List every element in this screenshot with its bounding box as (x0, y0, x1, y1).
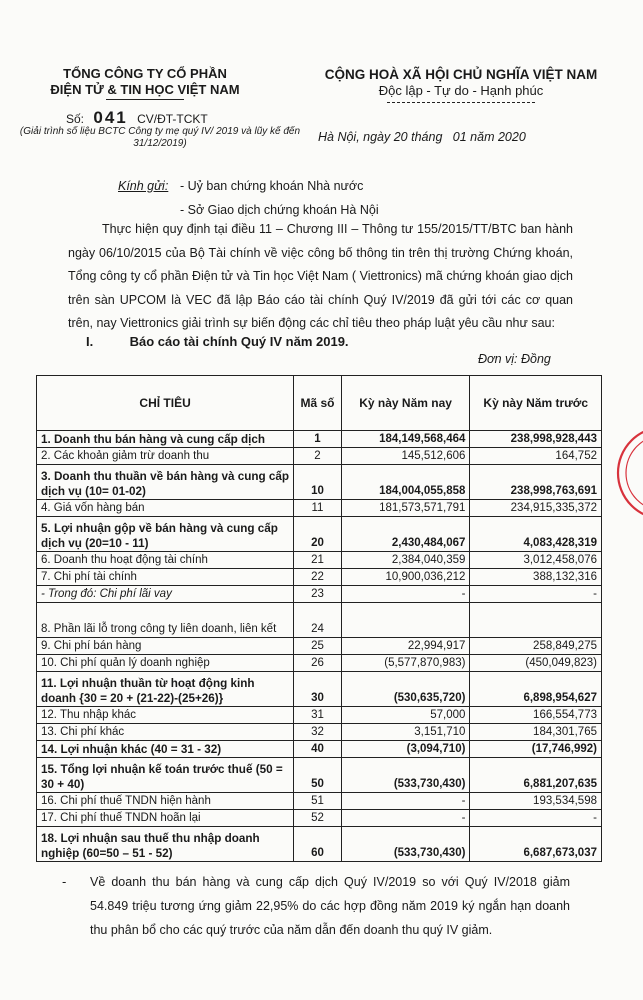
motto-underline (387, 102, 535, 103)
row-current-value: 181,573,571,791 (341, 500, 470, 517)
row-previous-value: - (470, 810, 602, 827)
table-body (37, 431, 602, 862)
row-previous-value: 234,915,335,372 (470, 500, 602, 517)
row-indicator-name: 13. Chi phí khác (37, 724, 294, 741)
row-code: 1 (294, 431, 342, 448)
row-current-value: 2,430,484,067 (341, 517, 470, 552)
section-number: I. (86, 334, 94, 349)
header-underline (106, 99, 184, 100)
table-row (37, 724, 602, 741)
row-previous-value: 258,849,275 (470, 638, 602, 655)
table-row (37, 603, 602, 638)
row-previous-value: 4,083,428,319 (470, 517, 602, 552)
row-indicator-name: 7. Chi phí tài chính (37, 569, 294, 586)
row-indicator-name: 2. Các khoản giảm trừ doanh thu (37, 448, 294, 465)
row-previous-value: 184,301,765 (470, 724, 602, 741)
intro-paragraph: Thực hiện quy định tại điều 11 – Chương III – Thông tư 155/2015/TT/BTC ban hành ngày 06/10/2015 của Bộ Tài chính về việc công bố thông tin trên thị trường Chứng khoán, Tổng công ty cổ phần Điện tử và Tin học Việt Nam ( Viettronics) mã chứng khoán giao dịch trên sàn UPCOM là VEC đã lập Báo cáo tài chính Quý IV/2019 đã gửi tới các cơ quan trên, nay Viettronics giải trình sự biến động các chỉ tiêu theo pháp luật yêu cầu như sau: (68, 222, 573, 330)
row-code: 50 (294, 758, 342, 793)
table-row (37, 465, 602, 500)
row-indicator-name: 16. Chi phí thuế TNDN hiện hành (37, 793, 294, 810)
row-code: 40 (294, 741, 342, 758)
row-code: 23 (294, 586, 342, 603)
row-current-value (341, 603, 470, 638)
row-previous-value: 6,881,207,635 (470, 758, 602, 793)
row-indicator-name: 12. Thu nhập khác (37, 707, 294, 724)
section-heading: Báo cáo tài chính Quý IV năm 2019. (129, 334, 349, 349)
row-code: 31 (294, 707, 342, 724)
company-stamp (612, 418, 643, 528)
table-row (37, 741, 602, 758)
table-row (37, 827, 602, 862)
row-indicator-name: 10. Chi phí quản lý doanh nghiệp (37, 655, 294, 672)
row-code: 24 (294, 603, 342, 638)
table-row (37, 638, 602, 655)
table-row (37, 448, 602, 465)
header-indicator: CHỈ TIÊU (37, 376, 294, 431)
national-header (296, 66, 626, 103)
document-subject-note: (Giải trình số liệu BCTC Công ty mẹ quý IV/ 2019 và lũy kế đến 31/12/2019) (19, 126, 301, 149)
doc-prefix: Số: (66, 112, 85, 126)
row-code: 10 (294, 465, 342, 500)
currency-unit: Đơn vị: Đồng (478, 352, 551, 366)
section-title (86, 334, 349, 349)
recipient-2: - Sở Giao dịch chứng khoán Hà Nội (180, 203, 379, 217)
row-indicator-name: 8. Phần lãi lỗ trong công ty liên doanh, liên kết (37, 603, 294, 638)
table-row (37, 569, 602, 586)
doc-code: CV/ĐT-TCKT (137, 112, 208, 126)
row-indicator-name: 15. Tổng lợi nhuận kế toán trước thuế (50 = 30 + 40) (37, 758, 294, 793)
table-row (37, 552, 602, 569)
row-indicator-name: 18. Lợi nhuận sau thuế thu nhập doanh nghiệp (60=50 – 51 - 52) (37, 827, 294, 862)
row-indicator-name: 5. Lợi nhuận gộp về bán hàng và cung cấp dịch vụ (20=10 - 11) (37, 517, 294, 552)
row-previous-value: 3,012,458,076 (470, 552, 602, 569)
stamp-inner-ring (626, 435, 643, 511)
explanation-paragraph: Về doanh thu bán hàng và cung cấp dịch Quý IV/2019 so với Quý IV/2018 giảm 54.849 triệu tương ứng giảm 22,95% do các hợp đồng năm 2019 ký ngắn hạn doanh thu phân bổ cho các quý trước của năm dẫn đến doanh thu quý IV giảm. (90, 875, 570, 937)
header-code: Mã số (294, 376, 342, 431)
recipients-label (118, 179, 168, 193)
row-current-value: (5,577,870,983) (341, 655, 470, 672)
table-row (37, 655, 602, 672)
row-previous-value: 193,534,598 (470, 793, 602, 810)
row-code: 21 (294, 552, 342, 569)
row-current-value: 57,000 (341, 707, 470, 724)
row-previous-value: 238,998,928,443 (470, 431, 602, 448)
row-code: 30 (294, 672, 342, 707)
row-indicator-name: 6. Doanh thu hoạt động tài chính (37, 552, 294, 569)
table-row (37, 810, 602, 827)
row-code: 11 (294, 500, 342, 517)
doc-number-value: 041 (93, 108, 128, 127)
row-current-value: (3,094,710) (341, 741, 470, 758)
row-previous-value: (17,746,992) (470, 741, 602, 758)
header-previous: Kỳ này Năm trước (470, 376, 602, 431)
table-row (37, 707, 602, 724)
row-current-value: (533,730,430) (341, 827, 470, 862)
row-current-value: 184,149,568,464 (341, 431, 470, 448)
row-indicator-name: 14. Lợi nhuận khác (40 = 31 - 32) (37, 741, 294, 758)
table-header-row (37, 376, 602, 431)
document-number (66, 108, 208, 128)
row-code: 26 (294, 655, 342, 672)
row-indicator-name: 11. Lợi nhuận thuần từ hoạt động kinh doanh {30 = 20 + (21-22)-(25+26)} (37, 672, 294, 707)
row-current-value: 184,004,055,858 (341, 465, 470, 500)
row-previous-value: 6,898,954,627 (470, 672, 602, 707)
row-previous-value: - (470, 586, 602, 603)
row-code: 22 (294, 569, 342, 586)
table-row (37, 431, 602, 448)
kinh-gui-label: Kính gửi: (118, 179, 169, 193)
row-previous-value: 388,132,316 (470, 569, 602, 586)
row-indicator-name: 3. Doanh thu thuần về bán hàng và cung cấp dịch vụ (10= 01-02) (37, 465, 294, 500)
row-indicator-name: 9. Chi phí bán hàng (37, 638, 294, 655)
national-title: CỘNG HOÀ XÃ HỘI CHỦ NGHĨA VIỆT NAM (324, 67, 598, 82)
header-current: Kỳ này Năm nay (341, 376, 470, 431)
national-motto: Độc lập - Tự do - Hạnh phúc (378, 83, 544, 98)
row-previous-value: 166,554,773 (470, 707, 602, 724)
stamp-outer-ring (618, 427, 643, 519)
row-indicator-name: 1. Doanh thu bán hàng và cung cấp dịch (37, 431, 294, 448)
row-code: 52 (294, 810, 342, 827)
table-row (37, 586, 602, 603)
row-current-value: - (341, 793, 470, 810)
row-current-value: (533,730,430) (341, 758, 470, 793)
company-name-line2: ĐIỆN TỬ & TIN HỌC VIỆT NAM (50, 82, 240, 97)
row-previous-value: 238,998,763,691 (470, 465, 602, 500)
explanation-bullet: - (62, 874, 67, 889)
row-previous-value: (450,049,823) (470, 655, 602, 672)
row-current-value: (530,635,720) (341, 672, 470, 707)
row-current-value: 3,151,710 (341, 724, 470, 741)
row-current-value: 10,900,036,212 (341, 569, 470, 586)
row-indicator-name: 17. Chi phí thuế TNDN hoãn lại (37, 810, 294, 827)
company-header (30, 66, 260, 100)
row-code: 51 (294, 793, 342, 810)
table-row (37, 672, 602, 707)
document-date: Hà Nội, ngày 20 tháng 01 năm 2020 (318, 130, 526, 144)
table-row (37, 793, 602, 810)
row-previous-value (470, 603, 602, 638)
row-indicator-name: - Trong đó: Chi phí lãi vay (37, 586, 294, 603)
company-name-line1: TỔNG CÔNG TY CỔ PHẦN (63, 66, 227, 81)
row-code: 25 (294, 638, 342, 655)
row-current-value: 145,512,606 (341, 448, 470, 465)
row-code: 2 (294, 448, 342, 465)
table-row (37, 517, 602, 552)
row-current-value: - (341, 810, 470, 827)
row-indicator-name: 4. Giá vốn hàng bán (37, 500, 294, 517)
row-current-value: 22,994,917 (341, 638, 470, 655)
row-current-value: - (341, 586, 470, 603)
row-code: 20 (294, 517, 342, 552)
table-row (37, 758, 602, 793)
row-code: 60 (294, 827, 342, 862)
row-code: 32 (294, 724, 342, 741)
row-previous-value: 6,687,673,037 (470, 827, 602, 862)
financial-report-table (36, 375, 602, 862)
recipient-1: - Uỷ ban chứng khoán Nhà nước (180, 179, 364, 193)
row-current-value: 2,384,040,359 (341, 552, 470, 569)
row-previous-value: 164,752 (470, 448, 602, 465)
table-row (37, 500, 602, 517)
